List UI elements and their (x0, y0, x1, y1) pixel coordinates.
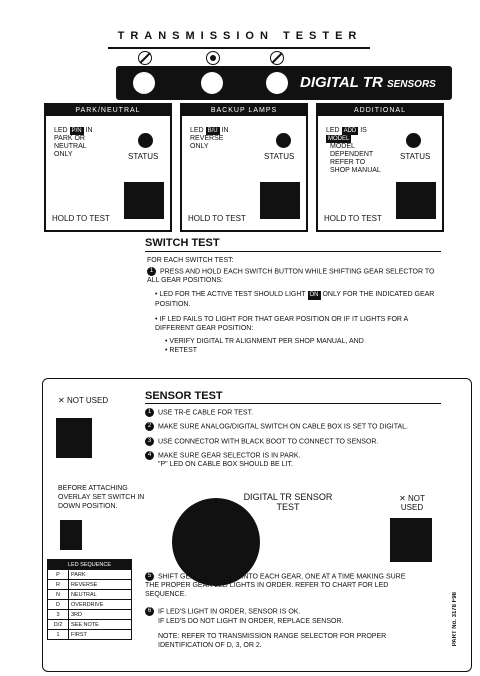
status-label: STATUS (128, 152, 159, 161)
not-used-right-label: ✕ NOT USED (399, 494, 425, 512)
sensor-steps-5-6: 5 SHIFT GEAR SELECTOR INTO EACH GEAR, ONE AT A TIME MAKING SURE THE PROPER GEAR LED LIGHTS IN ORDER. REFER TO CHART FOR LED SEQUENCE. 6 IF LED'S LIGHT IN ORDER, SENSOR IS OK. IF LED'S DO NOT LIGHT IN ORDER, REPLACE SENSOR. NOTE: REFER TO TRANSMISSION RANGE SELECTOR FOR PROPER IDENTIFICATION OF D, 3, OR 2. (145, 573, 406, 649)
switch-test-heading: SWITCH TEST (145, 237, 220, 249)
no-symbol-icon (138, 51, 152, 65)
before-attaching-note: BEFORE ATTACHING OVERLAY SET SWITCH IN DOWN POSITION. (58, 485, 145, 510)
chart-header: LED SEQUENCE (48, 560, 132, 570)
status-label: STATUS (400, 152, 431, 161)
part-number: PART No. 3178 F98 (452, 592, 458, 647)
status-led (138, 133, 153, 148)
divider (145, 251, 441, 252)
hold-to-test-label: HOLD TO TEST (52, 214, 110, 223)
status-led (276, 133, 291, 148)
divider (145, 403, 441, 404)
x-icon: ✕ (58, 396, 65, 405)
panel-park-neutral: PARK/NEUTRAL LED P/N IN PARK OR NEUTRAL ONLY STATUS HOLD TO TEST (44, 103, 172, 232)
overlay-switch[interactable] (60, 520, 82, 550)
no-symbol-icon (270, 51, 284, 65)
hold-to-test-button[interactable] (260, 182, 300, 219)
hold-to-test-label: HOLD TO TEST (324, 214, 382, 223)
sensor-test-label: DIGITAL TR SENSOR TEST (243, 492, 333, 512)
page-title: TRANSMISSION TESTER (117, 30, 363, 42)
panel-header: PARK/NEUTRAL (46, 105, 170, 116)
title-rule (108, 47, 370, 49)
hold-to-test-button[interactable] (396, 182, 436, 219)
sensor-test-heading: SENSOR TEST (145, 390, 223, 402)
brand-logo: DIGITAL TR SENSORS (300, 74, 436, 91)
x-icon: ✕ (399, 494, 406, 503)
indicator-lamp-center (201, 72, 223, 94)
active-symbol-icon (206, 51, 220, 65)
switch-test-instructions: FOR EACH SWITCH TEST: 1 PRESS AND HOLD EACH SWITCH BUTTON WHILE SHIFTING GEAR SELECTOR TO ALL GEAR POSITIONS: • LED FOR THE ACTIVE TEST SHOULD LIGHT ON ONLY FOR THE INDICATED GEAR POSITION. • IF LED FAILS TO LIGHT FOR THAT GEAR POSITION OR IF IT LIGHTS FOR A DIFFERENT GEAR POSITION: • VERIFY DIGITAL TR ALIGNMENT PER SHOP MANUAL, AND • RETEST (147, 257, 435, 355)
led-sequence-chart: LED SEQUENCE P PARK R REVERSE N NEUTRAL D OVERDRIVE 3 3RD D/2 SEE NOTE 1 FIRST (47, 559, 132, 640)
hold-to-test-label: HOLD TO TEST (188, 214, 246, 223)
hold-to-test-button[interactable] (124, 182, 164, 219)
panel-backup-lamps: BACKUP LAMPS LED B/U IN REVERSE ONLY STATUS HOLD TO TEST (180, 103, 308, 232)
not-used-left-label: ✕ NOT USED (58, 396, 109, 405)
panel-header: ADDITIONAL (318, 105, 442, 116)
indicator-lamp-right (266, 72, 288, 94)
indicator-lamp-left (133, 72, 155, 94)
panel-additional: ADDITIONAL LED ADD IS MODEL MODEL DEPENDENT REFER TO SHOP MANUAL STATUS HOLD TO TEST (316, 103, 444, 232)
status-led (406, 133, 421, 148)
status-label: STATUS (264, 152, 295, 161)
sensor-steps-1-4: 1 USE TR-E CABLE FOR TEST. 2 MAKE SURE ANALOG/DIGITAL SWITCH ON CABLE BOX IS SET TO DIGITAL. 3 USE CONNECTOR WITH BLACK BOOT TO CONNECT TO SENSOR. 4 MAKE SURE GEAR SELECTOR IS IN PARK. "P" LED ON CABLE BOX SHOULD BE LIT. (145, 408, 445, 469)
panel-header: BACKUP LAMPS (182, 105, 306, 116)
not-used-right-button[interactable] (390, 518, 432, 562)
not-used-left-button[interactable] (56, 418, 92, 458)
